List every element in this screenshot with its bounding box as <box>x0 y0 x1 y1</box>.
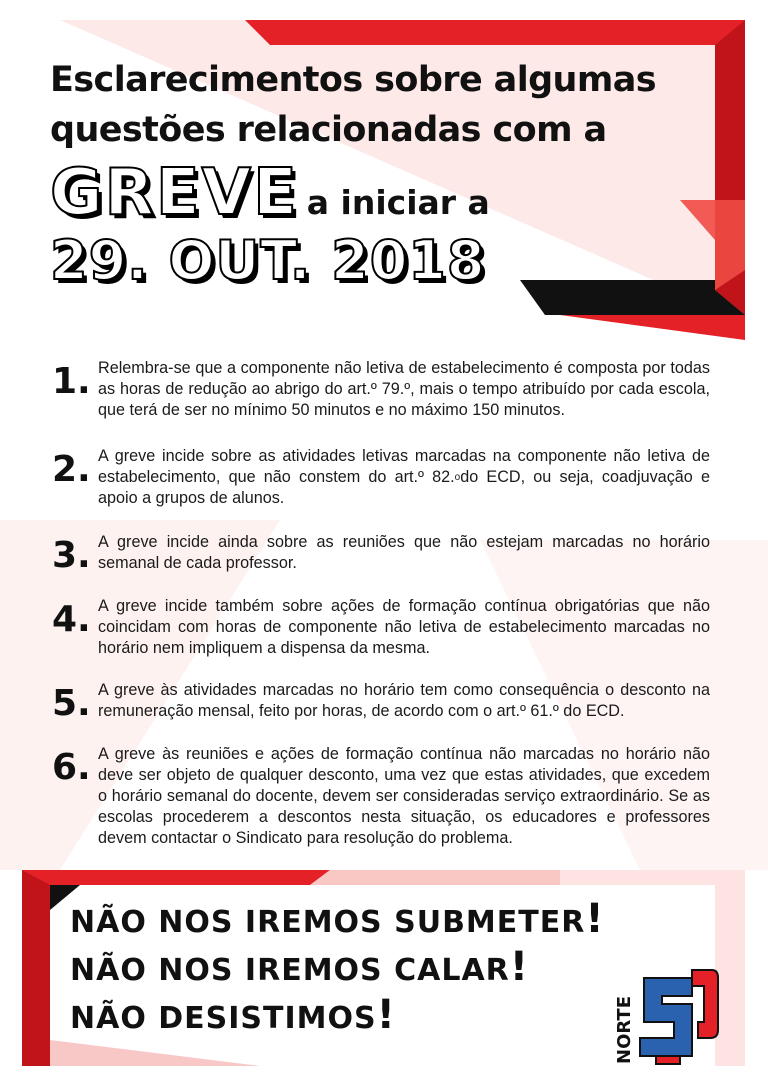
slogan <box>70 993 670 1041</box>
greve-title: GREVE <box>50 156 299 230</box>
list-item <box>52 446 712 532</box>
item-text <box>98 446 710 509</box>
spn-logo-icon <box>600 960 720 1070</box>
item-text: Relembra-se que a componente não letiva de estabelecimento é composta por todas as horas de redução ao abrigo do art.º 79.º, mais o tempo atribuído por cada escola, que terá de ser no mínimo 50 minutos e no máximo 150 minutos. <box>98 359 710 419</box>
exclamation-mark: ! <box>376 992 396 1038</box>
strike-date: 29. OUT. 2018 <box>50 229 486 292</box>
item-text: A greve às atividades marcadas no horário tem como consequência o desconto na remuneração mensal, feito por horas, de acordo com o art.º 61.º do ECD. <box>98 681 710 720</box>
item-text-part: do ECD, ou seja, coadjuvação e apoio a grupos de alunos. <box>98 468 710 507</box>
slogan <box>70 897 670 945</box>
item-text: A greve incide ainda sobre as reuniões que não estejam marcadas no horário semanal de cada professor. <box>98 533 710 572</box>
item-number: 1. <box>52 361 91 402</box>
headline <box>50 55 690 293</box>
clarification-list <box>52 358 712 849</box>
item-text-part: A greve incide sobre as atividades letivas marcadas na componente não letiva de estabelecimento, que não constem do art.º 82. <box>98 447 710 486</box>
list-item <box>52 358 712 446</box>
list-item <box>52 532 712 596</box>
slogan <box>70 945 670 993</box>
item-number: 2. <box>52 449 91 490</box>
item-text: A greve incide também sobre ações de formação contínua obrigatórias que não coincidam com horas de componente não letiva de estabelecimento marcadas no horário nem impliquem a dispensa da mesma. <box>98 597 710 657</box>
list-item <box>52 744 712 849</box>
item-text: A greve às reuniões e ações de formação contínua não marcadas no horário não deve ser objeto de qualquer desconto, uma vez que estas atividades, que excedem o horário semanal do docente, devem ser consideradas serviço extraordinário. Se as escolas procederem a descontos nesta situação, os educadores e professores devem contactar o Sindicato para resolução do problema. <box>98 745 710 847</box>
start-label: a iniciar a <box>306 183 490 222</box>
item-number: 3. <box>52 535 91 576</box>
superscript: o <box>454 472 461 483</box>
slogan-text: NÃO NOS IREMOS SUBMETER <box>70 905 586 940</box>
logo-text: NORTE <box>614 996 635 1064</box>
slogan-text: NÃO NOS IREMOS CALAR <box>70 953 510 988</box>
exclamation-mark: ! <box>585 896 605 942</box>
item-number: 6. <box>52 747 91 788</box>
exclamation-mark: ! <box>509 944 530 990</box>
slogans <box>70 897 670 1041</box>
list-item <box>52 680 712 744</box>
greve-row <box>50 156 690 230</box>
slogan-text: NÃO DESISTIMOS <box>70 1001 377 1036</box>
list-item <box>52 596 712 680</box>
headline-line-1: Esclarecimentos sobre algumas <box>50 60 656 100</box>
item-number: 4. <box>52 599 91 640</box>
item-number: 5. <box>52 683 91 724</box>
headline-line-2: questões relacionadas com a <box>50 110 607 150</box>
